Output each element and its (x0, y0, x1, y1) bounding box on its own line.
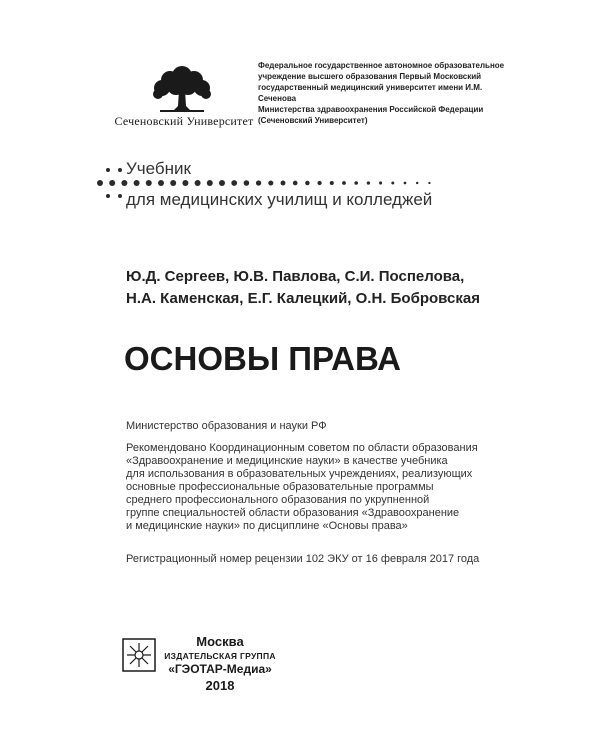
decorative-dot (391, 182, 394, 185)
official-line: Министерства здравоохранения Российской Федерации (258, 105, 484, 114)
decorative-dot (342, 181, 346, 185)
decorative-dot (158, 180, 164, 186)
authors-line-2: Н.А. Каменская, Е.Г. Калецкий, О.Н. Бобровская (126, 290, 480, 307)
recommendation-line: для использования в образовательных учреждениях, реализующих (126, 468, 473, 480)
decorative-dot (207, 180, 213, 186)
decorative-dot (146, 180, 152, 186)
recommendation-line: среднего профессионального образования по укрупненной (126, 494, 430, 506)
decorative-dot (170, 180, 176, 186)
decorative-dot (231, 180, 237, 186)
recommendation-text (126, 442, 526, 533)
decorative-dot (293, 181, 298, 186)
decorative-dot (404, 182, 407, 185)
decorative-dot (118, 194, 122, 198)
decorative-dot (109, 180, 115, 186)
decorative-dot (367, 181, 370, 184)
recommendation-line: «Здравоохранение и медицинские науки» в качестве учебника (126, 455, 448, 467)
official-line: Федеральное государственное автономное образовательное (258, 61, 505, 70)
official-line: государственный медицинский университет имени И.М. Сеченова (258, 83, 483, 103)
decorative-dot (106, 194, 110, 198)
recommendation-line: группе специальностей области образования «Здравоохранение (126, 507, 460, 519)
decorative-dot (219, 180, 225, 186)
decorative-dot (354, 181, 358, 185)
decorative-dot (244, 180, 250, 186)
official-line: учреждение высшего образования Первый Московский (258, 72, 482, 81)
publication-year: 2018 (205, 678, 235, 693)
decorative-dot (195, 180, 201, 186)
series-type: Учебник (126, 159, 191, 178)
university-official-name (258, 60, 508, 126)
decorative-dot (281, 181, 286, 186)
decorative-dot (121, 180, 127, 186)
decorative-dot (268, 180, 273, 185)
publisher-logo-icon (122, 638, 156, 672)
recommendation-line: основные профессиональные образовательные программы (126, 481, 434, 493)
decorative-dot (305, 181, 309, 185)
publisher-name: «ГЭОТАР-Медиа» (168, 662, 272, 676)
decorative-dot (97, 180, 103, 186)
official-line: (Сеченовский Университет) (258, 116, 368, 125)
university-name: Сеченовский Университет (114, 114, 254, 128)
decorative-dot (134, 180, 140, 186)
registration-number: Регистрационный номер рецензии 102 ЭКУ от 16 февраля 2017 года (126, 553, 480, 565)
ministry-text: Министерство образования и науки РФ (126, 420, 327, 432)
recommendation-line: Рекомендовано Координационным советом по области образования (126, 442, 478, 454)
decorative-dot (379, 181, 382, 184)
decorative-dot (428, 182, 430, 184)
decorative-dot (416, 182, 418, 184)
decorative-dot (106, 168, 110, 172)
book-title: ОСНОВЫ ПРАВА (124, 340, 401, 377)
publisher-group: ИЗДАТЕЛЬСКАЯ ГРУППА (164, 651, 276, 661)
decorative-dot (317, 181, 321, 185)
series-purpose: для медицинских училищ и колледжей (126, 190, 433, 209)
decorative-dot (256, 180, 261, 185)
decorative-dot (330, 181, 334, 185)
decorative-dot (118, 168, 122, 172)
recommendation-line: и медицинские науки» по дисциплине «Основы права» (126, 520, 408, 532)
publisher-city: Москва (196, 634, 244, 649)
decorative-dot (182, 180, 188, 186)
authors-line-1: Ю.Д. Сергеев, Ю.В. Павлова, С.И. Поспелова, (126, 268, 465, 285)
tree-logo-icon (150, 62, 214, 114)
